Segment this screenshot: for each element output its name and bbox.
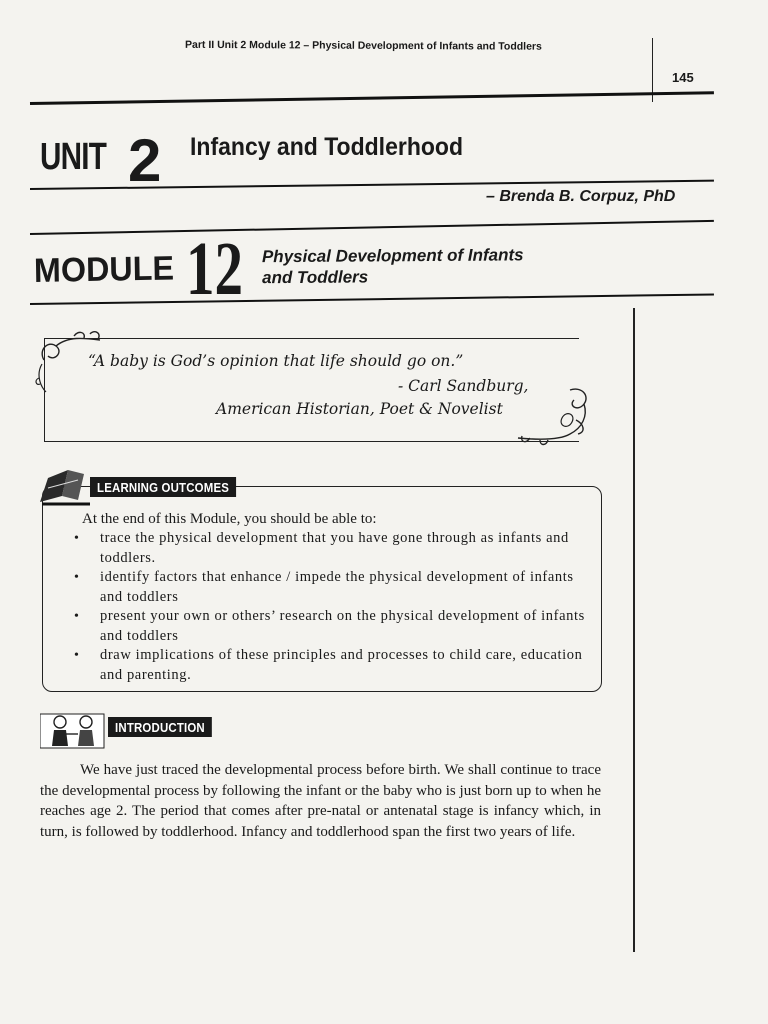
rule-top	[30, 91, 714, 105]
module-title	[262, 244, 602, 288]
list-item: • identify factors that enhance / impede the physical development of infants and toddlers	[72, 568, 592, 607]
author: – Brenda B. Corpuz, PhD	[486, 188, 676, 205]
module-title-line2: and Toddlers	[262, 267, 369, 288]
quote-text: “A baby is God’s opinion that life should go on.”	[88, 352, 464, 370]
rule-module-bottom	[30, 293, 714, 305]
quote-description: American Historian, Poet & Novelist	[216, 400, 503, 418]
introduction-tag: INTRODUCTION	[108, 717, 212, 737]
learning-outcomes-tag: LEARNING OUTCOMES	[90, 477, 236, 497]
list-item: • draw implications of these principles and processes to child care, education and parenting.	[72, 646, 592, 685]
module-number: 12	[186, 227, 243, 311]
children-icon	[40, 708, 106, 750]
learning-outcomes-intro: At the end of this Module, you should be able to:	[82, 511, 377, 527]
module-label: MODULE	[33, 249, 175, 290]
unit-number: 2	[128, 127, 162, 194]
list-item: • trace the physical development that you have gone through as infants and toddlers.	[72, 529, 592, 568]
unit-title: Infancy and Toddlerhood	[190, 133, 464, 161]
list-item: • present your own or others’ research on the physical development of infants and toddlers	[72, 607, 592, 646]
unit-label: UNIT	[40, 136, 107, 178]
quote-attribution: - Carl Sandburg,	[398, 377, 529, 395]
margin-rule	[633, 308, 635, 952]
introduction-paragraph: We have just traced the developmental process before birth. We shall continue to trace the developmental process by following the infant or the baby who is just born up to when he reaches age 2. The period that comes after pre-natal or antenatal stage is infancy which, in turn, is followed by toddlerhood. Infancy and toddlerhood span the first two years of life.	[40, 762, 601, 840]
learning-outcomes-list	[72, 529, 592, 685]
book-icon	[38, 466, 94, 506]
rule-module-top	[30, 220, 714, 235]
module-title-line1: Physical Development of Infants	[261, 245, 524, 267]
page-number: 145	[672, 70, 694, 85]
running-head: Part II Unit 2 Module 12 – Physical Development of Infants and Toddlers	[184, 38, 542, 53]
